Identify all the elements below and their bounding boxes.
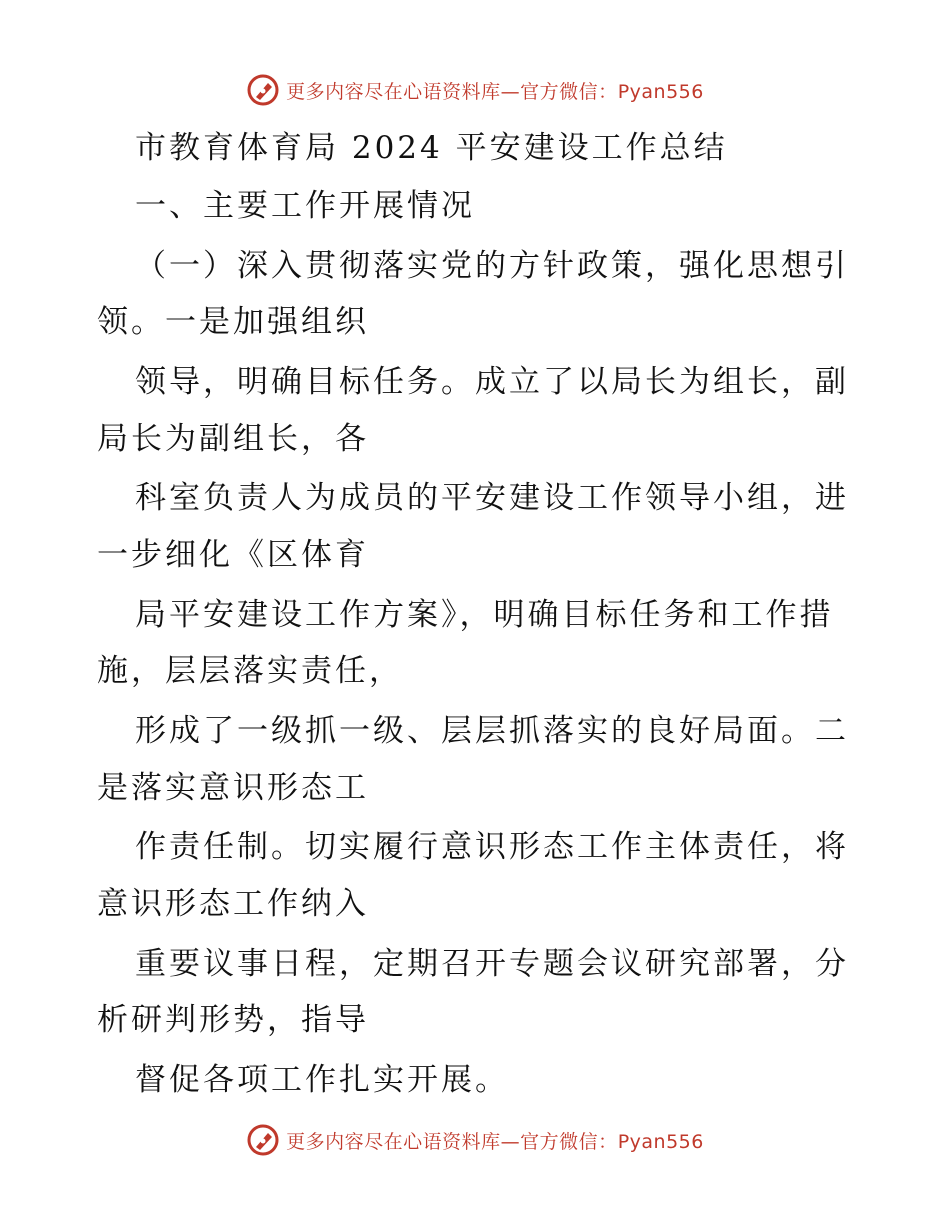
watermark-label: 官方微信：	[520, 80, 618, 103]
section-heading: 一、主要工作开展情况	[135, 188, 475, 224]
paragraph-line: （一）深入贯彻落实党的方针政策，强化思想引	[135, 248, 849, 284]
paragraph-line: 形成了一级抓一级、层层抓落实的良好局面。二	[135, 713, 849, 749]
paragraph-line: 意识形态工作纳入	[97, 886, 369, 922]
top-watermark-banner	[0, 70, 950, 110]
paragraph-line: 一步细化《区体育	[97, 537, 369, 573]
watermark-separator: —	[500, 80, 521, 103]
watermark-handle: Pyan556	[617, 1130, 704, 1153]
paragraph-line: 领导，明确目标任务。成立了以局长为组长，副	[135, 364, 849, 400]
paragraph-line: 析研判形势，指导	[97, 1002, 369, 1038]
watermark-separator: —	[500, 1130, 521, 1153]
paragraph-line: 作责任制。切实履行意识形态工作主体责任，将	[135, 829, 849, 865]
watermark-slogan: 更多内容尽在心语资料库	[286, 1130, 501, 1153]
paragraph-line: 重要议事日程，定期召开专题会议研究部署，分	[135, 946, 849, 982]
watermark-label: 官方微信：	[520, 1130, 618, 1153]
pen-nib-logo-icon	[246, 73, 280, 107]
paragraph-line: 科室负责人为成员的平安建设工作领导小组，进	[135, 480, 849, 516]
pen-nib-logo-icon	[246, 1123, 280, 1157]
paragraph-line: 领。一是加强组织	[97, 304, 369, 340]
bottom-watermark-banner	[0, 1120, 950, 1160]
document-title: 市教育体育局 2024 平安建设工作总结	[135, 130, 728, 166]
watermark-text	[286, 1127, 704, 1154]
paragraph-line: 督促各项工作扎实开展。	[135, 1062, 509, 1098]
paragraph-line: 局平安建设工作方案》，明确目标任务和工作措	[135, 597, 834, 633]
paragraph-line: 局长为副组长，各	[97, 421, 369, 457]
watermark-handle: Pyan556	[617, 80, 704, 103]
watermark-slogan: 更多内容尽在心语资料库	[286, 80, 501, 103]
paragraph-line: 施，层层落实责任，	[97, 653, 403, 689]
watermark-text	[286, 77, 704, 104]
paragraph-line: 是落实意识形态工	[97, 770, 369, 806]
